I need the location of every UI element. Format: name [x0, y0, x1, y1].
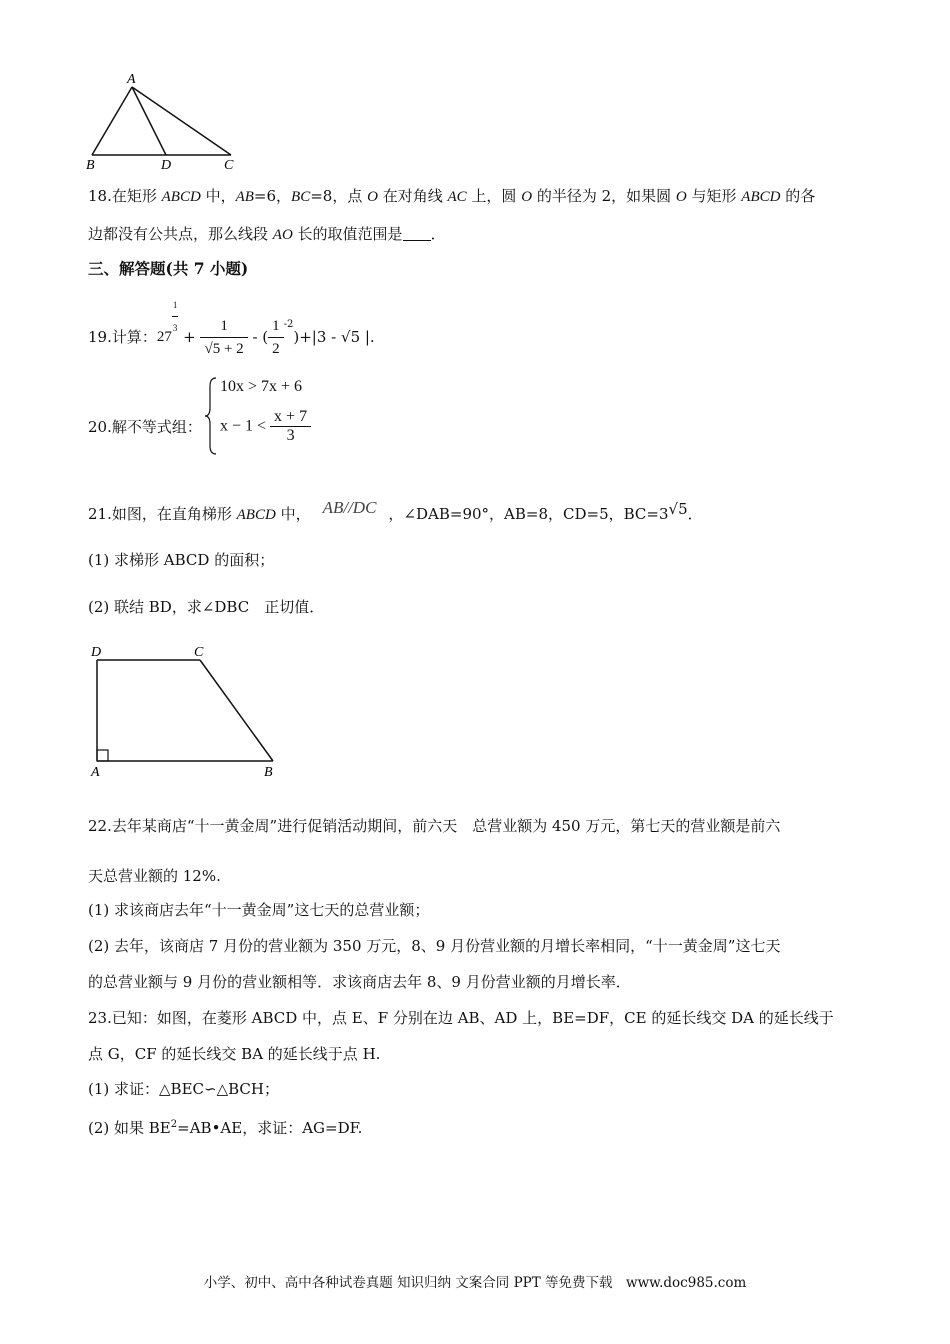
q21-part2: (2) 联结 BD，求∠DBC 正切值． [88, 598, 325, 616]
triangle-figure [84, 70, 244, 172]
q23-part1: (1) 求证：△BEC∽△BCH； [88, 1080, 279, 1098]
q21-part1: (1) 求梯形 ABCD 的面积； [88, 551, 275, 569]
vertex-label-d: D [161, 158, 172, 172]
q22-part1: (1) 求该商店去年“十一黄金周”这七天的总营业额； [88, 901, 430, 919]
q22-line2: 天总营业额的 12%. [88, 867, 221, 885]
vertex-label-c: C [224, 158, 234, 172]
inequality-2: x − 1 < $\frac{x + 7}{3}$ [220, 408, 311, 445]
vertex-label-b: B [264, 765, 273, 780]
q20-label: 20.解不等式组： [88, 418, 202, 436]
section-heading: 三、解答题(共 7 小题) [88, 259, 249, 278]
answer-blank [403, 226, 431, 241]
vertex-label-d: D [91, 645, 102, 660]
q23-line2: 点 G，CF 的延长线交 BA 的延长线于点 H. [88, 1045, 381, 1063]
vertex-label-b: B [86, 158, 95, 172]
q22-part2-line1: (2) 去年，该商店 7 月份的营业额为 350 万元，8、9 月份营业额的月增长率相同，“十一黄金周”这七天 [88, 937, 781, 955]
q23-line1: 23.已知：如图，在菱形 ABCD 中，点 E、F 分别在边 AB、AD 上，BE=DF，CE 的延长线交 DA 的延长线于 [88, 1009, 834, 1027]
vertex-label-c: C [194, 645, 204, 660]
q22-part2-line2: 的总营业额与 9 月份的营业额相等．求该商店去年 8、9 月份营业额的月增长率． [88, 973, 631, 991]
q22-line1: 22.去年某商店“十一黄金周”进行促销活动期间，前六天 总营业额为 450 万元，第七天的营业额是前六 [88, 817, 781, 835]
inequality-1: 10x > 7x + 6 [220, 378, 303, 395]
system-brace [204, 376, 218, 456]
q21-stem: 21.如图，在直角梯形 ABCD 中， AB//DC ，∠DAB=90°，AB=8，CD=5，BC=3√5． [88, 498, 703, 523]
vertex-label-a: A [91, 765, 100, 780]
q23-part2: (2) 如果 $BE^2=AB•AE$，求证：AG=DF. [88, 1119, 363, 1137]
page-footer: 小学、初中、高中各种试卷真题 知识归纳 文案合同 PPT 等免费下载 www.doc985.com [203, 1275, 747, 1291]
q19: 19.计算：27 $\frac{1}{3}$ + $\frac{1}{√5 + 2}$ - ( $\frac{1}{2}$ $^{-2}$)+|3 - √5 |. [88, 294, 375, 360]
q18-line1: 18.在矩形 ABCD 中，AB=6，BC=8，点 O 在对角线 AC 上，圆 O 的半径为 2，如果圆 O 与矩形 ABCD 的各 [88, 187, 816, 205]
trapezoid-figure [86, 640, 286, 782]
vertex-label-a: A [127, 72, 136, 87]
q18-line2: 边都没有公共点，那么线段 AO 长的取值范围是 ． [88, 225, 446, 243]
